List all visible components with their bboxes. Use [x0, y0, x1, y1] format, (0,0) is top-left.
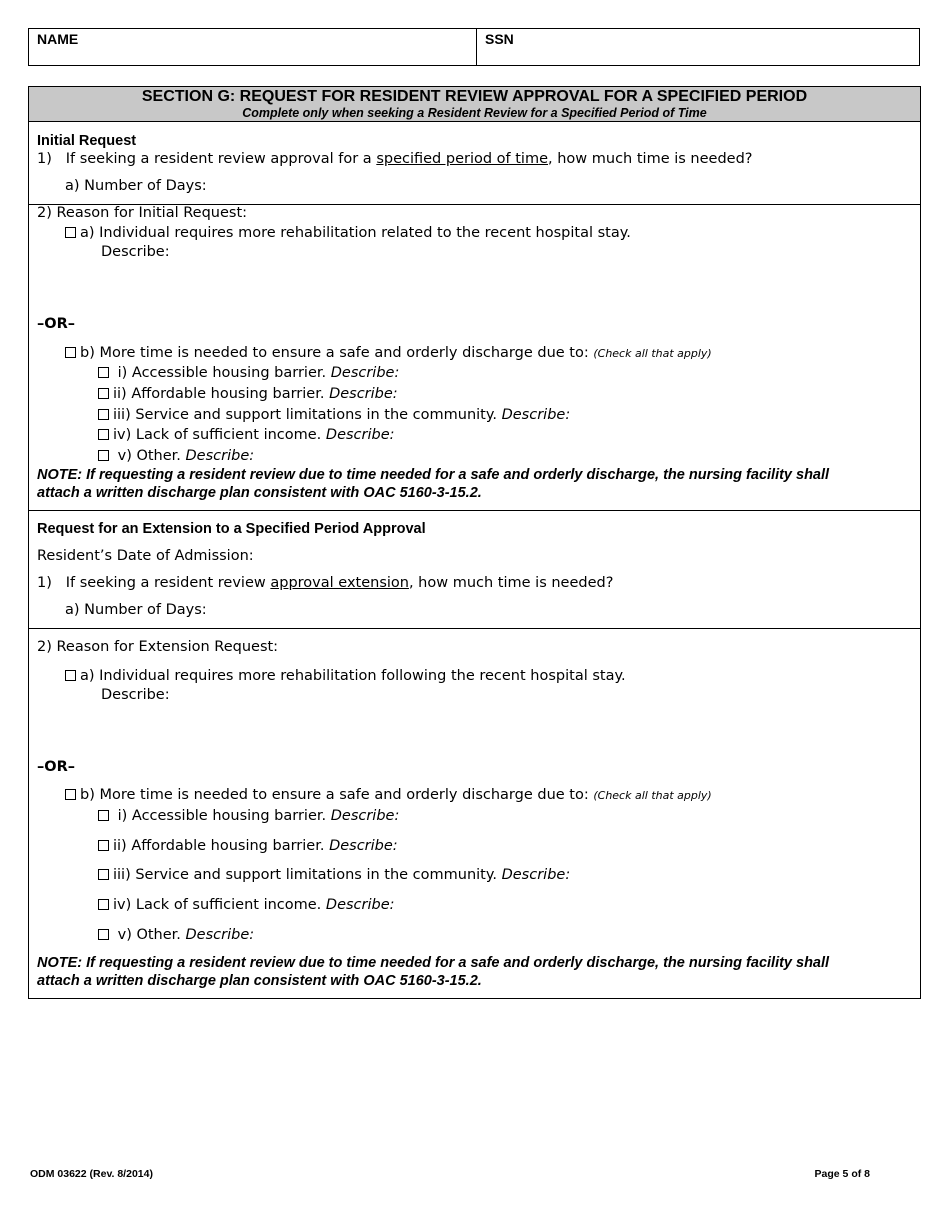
checkbox[interactable]	[98, 388, 109, 399]
initial-item-i	[98, 364, 399, 382]
admission-date-field[interactable]	[270, 545, 910, 567]
checkbox[interactable]	[98, 367, 109, 378]
extension-days-field[interactable]	[230, 599, 910, 621]
item-label: i) Accessible housing barrier.	[117, 365, 327, 381]
initial-q1-underlined: specified period of time	[376, 151, 549, 167]
note-line: attach a written discharge plan consistent with OAC 5160-3-15.2.	[37, 485, 482, 501]
extension-item-iii	[98, 866, 570, 884]
note-line: attach a written discharge plan consistent with OAC 5160-3-15.2.	[37, 973, 482, 989]
initial-q1-num: 1)	[37, 151, 52, 167]
extension-q2: 2) Reason for Extension Request:	[37, 639, 279, 655]
section-title: SECTION G: REQUEST FOR RESIDENT REVIEW APPROVAL FOR A SPECIFIED PERIOD	[141, 88, 808, 105]
ssn-field[interactable]	[560, 32, 915, 62]
extension-or: –OR–	[37, 759, 75, 775]
item-label: iv) Lack of sufficient income.	[113, 427, 322, 443]
extension-option-b	[65, 786, 712, 805]
extension-note	[37, 954, 917, 990]
divider	[29, 628, 920, 629]
extension-option-b-label: b) More time is needed to ensure a safe and orderly discharge due to:	[80, 787, 589, 803]
item-label: iv) Lack of sufficient income.	[113, 897, 322, 913]
ssn-label: SSN	[485, 31, 514, 47]
check-all-note: (Check all that apply)	[593, 789, 712, 802]
form-id: ODM 03622 (Rev. 8/2014)	[30, 1168, 153, 1180]
checkbox[interactable]	[98, 409, 109, 420]
item-describe: Describe:	[185, 927, 255, 943]
checkbox[interactable]	[65, 789, 76, 800]
extension-q1-num: 1)	[37, 575, 52, 591]
initial-days-label: a) Number of Days:	[65, 178, 207, 194]
divider	[29, 510, 920, 511]
initial-item-iii	[98, 406, 570, 424]
item-label: ii) Affordable housing barrier.	[113, 838, 325, 854]
note-line: NOTE: If requesting a resident review due to time needed for a safe and orderly discharge, the nursing facility shall	[37, 955, 830, 971]
initial-describe-a-field[interactable]	[180, 243, 910, 303]
initial-describe-a: Describe:	[101, 244, 170, 260]
extension-q1-underlined: approval extension	[270, 575, 409, 591]
item-label: v) Other.	[117, 927, 181, 943]
section-header	[29, 87, 920, 122]
initial-option-a	[65, 224, 631, 242]
section-g-frame	[28, 86, 921, 999]
checkbox[interactable]	[65, 227, 76, 238]
item-label: iii) Service and support limitations in the community.	[113, 867, 497, 883]
item-label: ii) Affordable housing barrier.	[113, 386, 325, 402]
initial-option-b	[65, 344, 712, 363]
checkbox[interactable]	[98, 869, 109, 880]
extension-q1-pre: If seeking a resident review	[65, 575, 271, 591]
page-number: Page 5 of 8	[814, 1168, 870, 1180]
item-describe: Describe:	[325, 897, 395, 913]
extension-option-a	[65, 667, 626, 685]
item-describe: Describe:	[501, 407, 571, 423]
initial-q1-post: , how much time is needed?	[548, 151, 753, 167]
checkbox[interactable]	[98, 840, 109, 851]
extension-describe-a: Describe:	[101, 687, 170, 703]
initial-days-field[interactable]	[230, 175, 910, 197]
item-describe: Describe:	[329, 838, 398, 854]
check-all-note: (Check all that apply)	[593, 347, 712, 360]
item-label: i) Accessible housing barrier.	[117, 808, 327, 824]
name-label: NAME	[37, 31, 79, 47]
checkbox[interactable]	[98, 929, 109, 940]
extension-option-a-label: a) Individual requires more rehabilitation following the recent hospital stay.	[80, 668, 626, 684]
checkbox[interactable]	[65, 347, 76, 358]
initial-or: –OR–	[37, 316, 75, 332]
initial-option-b-label: b) More time is needed to ensure a safe and orderly discharge due to:	[80, 345, 589, 361]
checkbox[interactable]	[98, 450, 109, 461]
initial-option-a-label: a) Individual requires more rehabilitation related to the recent hospital stay.	[80, 225, 631, 241]
item-describe: Describe:	[325, 427, 395, 443]
extension-item-v	[98, 926, 254, 944]
item-label: v) Other.	[117, 448, 181, 464]
initial-request-heading: Initial Request	[37, 133, 137, 149]
note-line: NOTE: If requesting a resident review due to time needed for a safe and orderly discharge, the nursing facility shall	[37, 467, 830, 483]
item-label: iii) Service and support limitations in the community.	[113, 407, 497, 423]
checkbox[interactable]	[98, 899, 109, 910]
initial-note	[37, 466, 917, 502]
initial-q1	[37, 150, 752, 168]
extension-days-label: a) Number of Days:	[65, 602, 207, 618]
extension-heading: Request for an Extension to a Specified Period Approval	[37, 521, 426, 537]
name-field[interactable]	[140, 32, 470, 62]
initial-item-v	[98, 447, 254, 465]
checkbox[interactable]	[98, 429, 109, 440]
initial-item-iv	[98, 426, 395, 444]
extension-q1	[37, 574, 613, 592]
item-describe: Describe:	[330, 365, 400, 381]
item-describe: Describe:	[329, 386, 398, 402]
extension-item-ii	[98, 837, 398, 855]
item-describe: Describe:	[185, 448, 255, 464]
checkbox[interactable]	[98, 810, 109, 821]
initial-item-ii	[98, 385, 398, 403]
item-describe: Describe:	[501, 867, 571, 883]
section-subtitle: Complete only when seeking a Resident Review for a Specified Period of Time	[242, 106, 707, 120]
header-divider	[476, 28, 477, 66]
initial-q1-pre: If seeking a resident review approval for a	[65, 151, 377, 167]
item-describe: Describe:	[330, 808, 400, 824]
initial-q2: 2) Reason for Initial Request:	[37, 205, 248, 221]
extension-describe-a-field[interactable]	[180, 686, 910, 746]
admission-date-label: Resident’s Date of Admission:	[37, 548, 254, 564]
extension-item-iv	[98, 896, 395, 914]
extension-q1-post: , how much time is needed?	[408, 575, 614, 591]
checkbox[interactable]	[65, 670, 76, 681]
extension-item-i	[98, 807, 399, 825]
